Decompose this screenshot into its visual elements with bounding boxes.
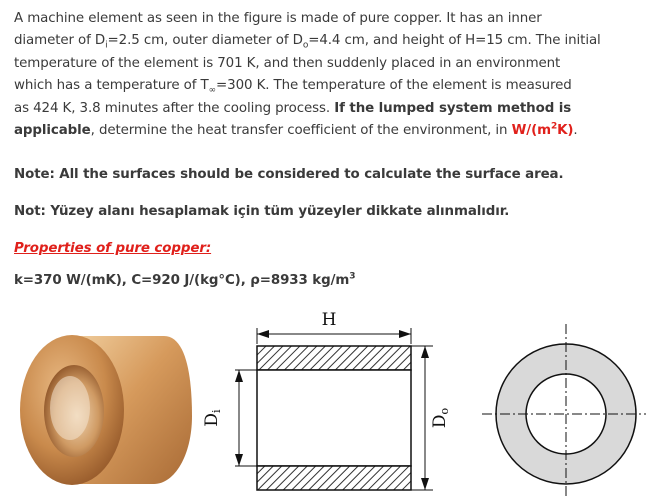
end-view-drawing bbox=[478, 322, 648, 498]
note-turkish: Not: Yüzey alanı hesaplamak için tüm yüzeyler dikkate alınmalıdır. bbox=[14, 204, 510, 219]
label-H: H bbox=[321, 310, 337, 330]
problem-text: =4.4 cm, and height of H=15 cm. The initial bbox=[308, 33, 601, 49]
problem-line-3 bbox=[14, 53, 644, 75]
section-wall-bottom bbox=[257, 466, 411, 490]
answer-unit: $W/(m^2K)$ bbox=[511, 121, 574, 138]
problem-line-1 bbox=[14, 8, 644, 30]
label-Do: Do bbox=[430, 407, 451, 429]
problem-text: temperature of the element is 701 K, and then suddenly placed in an environment bbox=[14, 55, 561, 71]
problem-text: which has a temperature of T bbox=[14, 78, 209, 94]
problem-line-4 bbox=[14, 75, 644, 97]
problem-line-6 bbox=[14, 120, 644, 142]
problem-text: . bbox=[573, 122, 578, 138]
section-view-drawing bbox=[195, 306, 455, 498]
copper-bushing-photo bbox=[14, 316, 194, 486]
subscript-o: o bbox=[302, 41, 309, 52]
problem-text: as 424 K, 3.8 minutes after the cooling process. bbox=[14, 100, 335, 116]
properties-values: k=370 W/(mK), C=920 J/(kg°C), ρ=8933 $kg/m^3$ bbox=[14, 271, 356, 288]
problem-text: , determine the heat transfer coefficient of the environment, in bbox=[90, 122, 512, 138]
section-wall-top bbox=[257, 346, 411, 370]
problem-text: =300 K. The temperature of the element is measured bbox=[216, 78, 572, 94]
problem-statement bbox=[14, 8, 644, 142]
problem-bold-text: If the lumped system method is bbox=[334, 100, 572, 116]
problem-text: =2.5 cm, outer diameter of D bbox=[107, 33, 303, 49]
label-Di: Di bbox=[202, 409, 223, 427]
problem-text: diameter of D bbox=[14, 33, 106, 49]
problem-line-2 bbox=[14, 30, 644, 52]
subscript-infinity: ∞ bbox=[208, 85, 217, 96]
properties-link[interactable]: Properties of pure copper: bbox=[14, 241, 212, 256]
section-bore bbox=[257, 370, 411, 466]
problem-line-5 bbox=[14, 98, 644, 120]
problem-bold-text: applicable bbox=[14, 122, 91, 138]
problem-text: A machine element as seen in the figure is made of pure copper. It has an inner bbox=[14, 11, 542, 26]
note-english: Note: All the surfaces should be considered to calculate the surface area. bbox=[14, 167, 564, 182]
subscript-i: i bbox=[105, 41, 108, 52]
